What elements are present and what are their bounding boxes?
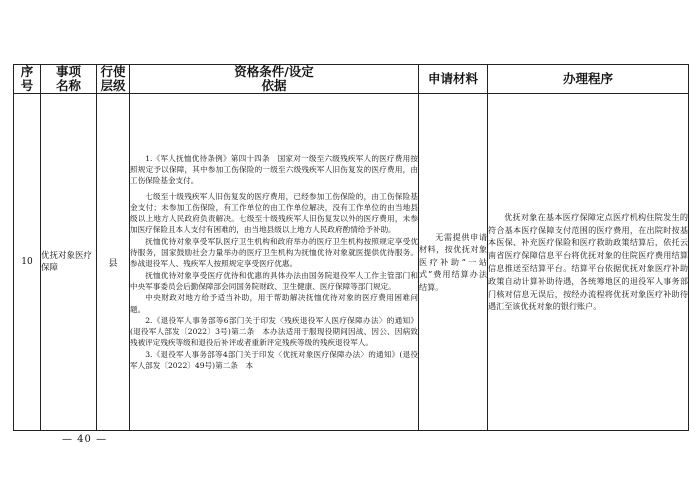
procedure-cell [488, 94, 689, 431]
header-row [14, 65, 689, 94]
basis-paragraph: 1.《军人抚恤优待条例》第四十四条 国家对一级至六级残疾军人的医疗费用按照规定予以保障，其中参加工伤保险的一级至六级残疾军人旧伤复发的医疗费用，由工伤保险基金支付。 [130, 153, 418, 186]
item-name: 优抚对象医疗保障 [41, 94, 97, 431]
table-row [14, 94, 689, 431]
level: 县 [97, 94, 130, 431]
header-no: 序号 [14, 65, 41, 94]
materials-cell [419, 94, 488, 431]
header-materials: 申请材料 [419, 65, 488, 94]
basis-paragraph: 3.《退役军人事务部等4部门关于印发〈优抚对象医疗保障办法〉的通知》(退役军人部发〔2022〕49号)第二条 本 [130, 349, 418, 371]
materials-text: 无需提供申请材料，按优抚对象医疗补助“一站式”费用结算办法结算。 [419, 231, 487, 292]
service-table [13, 64, 689, 431]
header-item: 事项名称 [41, 65, 97, 94]
header-basis: 资格条件/设定依据 [130, 65, 419, 94]
basis-paragraph: 七级至十级残疾军人旧伤复发的医疗费用，已经参加工伤保险的，由工伤保险基金支付；未参加工伤保险，有工作单位的由工作单位解决，没有工作单位的由当地县级以上地方人民政府负责解决。七级至十级残疾军人旧伤复发以外的医疗费用，未参加医疗保险且本人支付有困难的，由当地县级以上地方人民政府酌情给予补助。 [130, 191, 418, 235]
header-procedure: 办理程序 [488, 65, 689, 94]
row-number: 10 [14, 94, 41, 431]
basis-paragraph: 抚恤优待对象享受军队医疗卫生机构和政府举办的医疗卫生机构按照规定享受优待服务，国家鼓励社会力量举办的医疗卫生机构为抚恤优待对象就医提供优待服务。参战退役军人、残疾军人按照规定享受医疗优惠。 [130, 236, 418, 269]
basis-paragraph: 中央财政对地方给予适当补助，用于帮助解决抚恤优待对象的医疗费用困难问题。 [130, 293, 418, 314]
page-number: — 40 — [62, 434, 108, 445]
basis-cell [130, 94, 419, 431]
procedure-text: 优抚对象在基本医疗保障定点医疗机构住院发生的符合基本医疗保障支付范围的医疗费用，在出院时按基本医保、补充医疗保险和医疗救助政策结算后，依托云南省医疗保障信息平台将优抚对象的住院医疗费用结算信息推送至结算平台。结算平台依据优抚对象医疗补助政策自动计算补助待遇，各统筹地区的退役军人事务部门核对信息无误后，按经办流程将优抚对象医疗补助待遇汇至该优抚对象的银行账户。 [488, 211, 688, 312]
basis-paragraph: 抚恤优待对象享受医疗优待和优惠的具体办法由国务院退役军人工作主管部门和中央军事委员会后勤保障部会同国务院财政、卫生健康、医疗保障等部门规定。 [130, 270, 418, 291]
header-level: 行使层级 [97, 65, 130, 94]
basis-paragraph: 2.《退役军人事务部等6部门关于印发〈残疾退役军人医疗保障办法〉的通知》(退役军人部发〔2022〕3号)第二条 本办法适用于服现役期间因战、因公、因病致残被评定残疾等级和退役后补评或者重新评定残疾等级的残疾退役军人。 [130, 315, 418, 348]
